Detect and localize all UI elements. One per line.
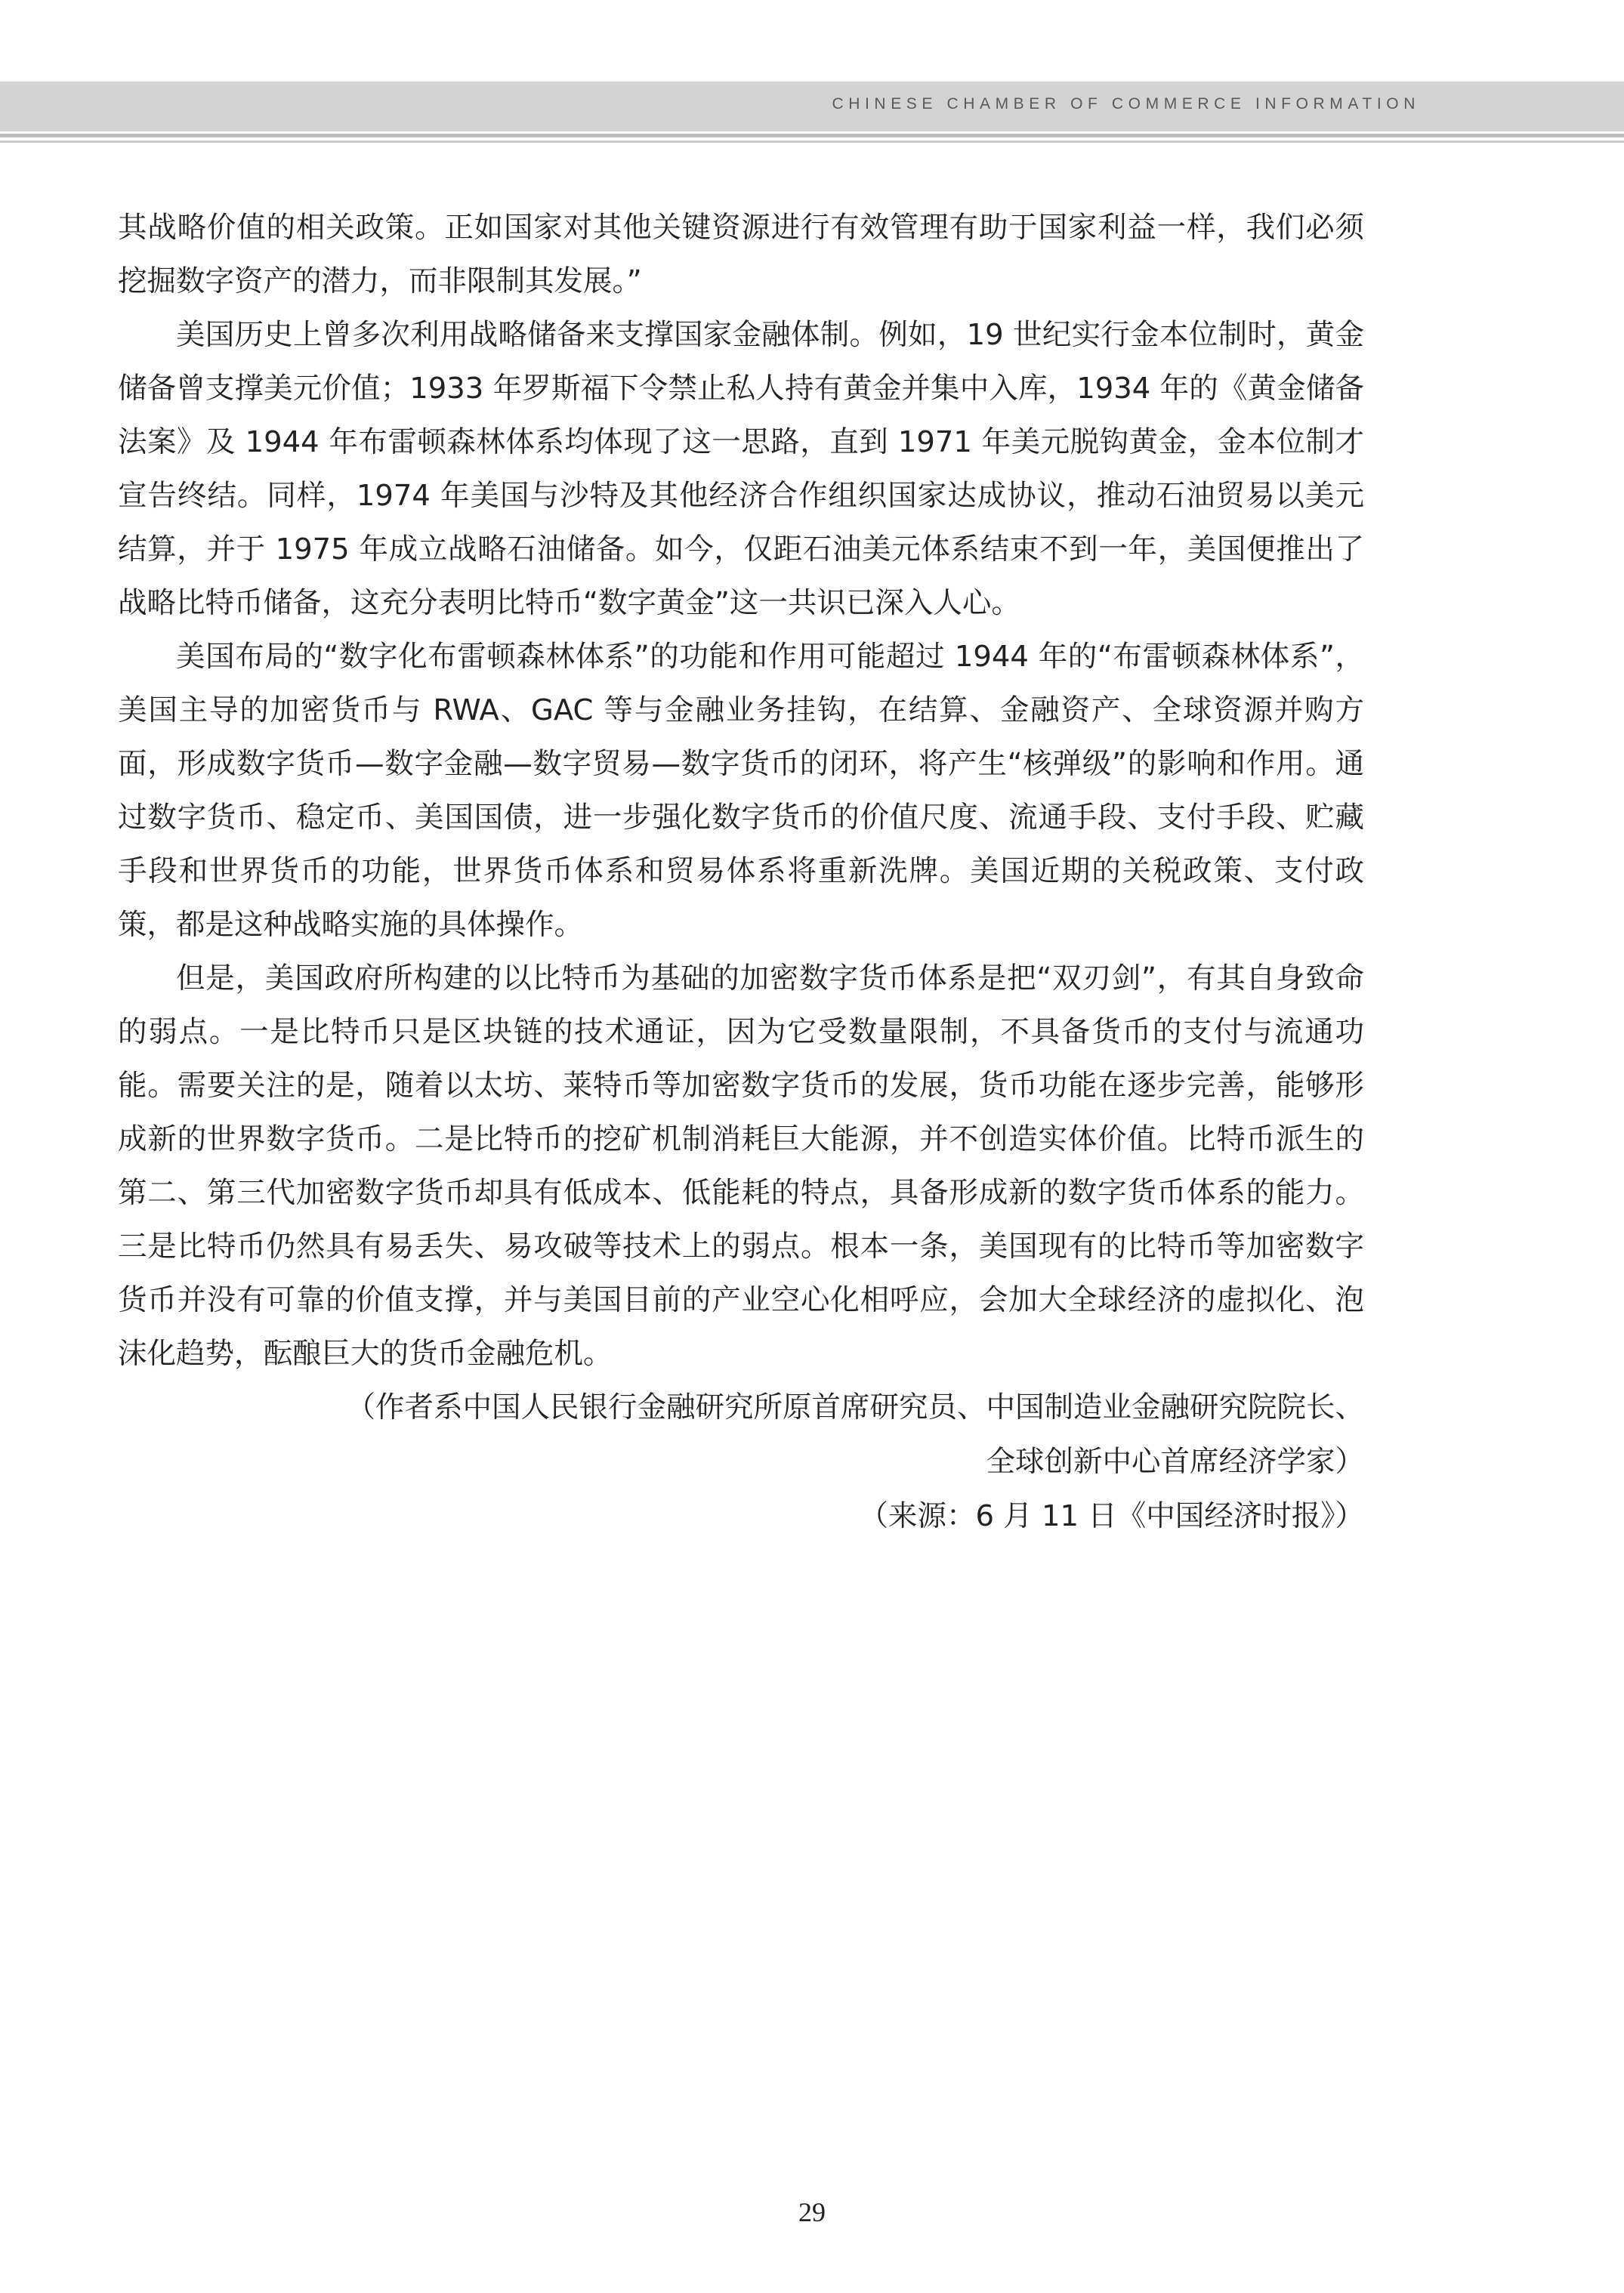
publication-name: CHINESE CHAMBER OF COMMERCE INFORMATION (832, 95, 1420, 113)
paragraph-double-edged-sword: 但是，美国政府所构建的以比特币为基础的加密数字货币体系是把“双刃剑”，有其自身致命的弱点。一是比特币只是区块链的技术通证，因为它受数量限制，不具备货币的支付与流通功能。需要关注的是，随着以太坊、莱特币等加密数字货币的发展，货币功能在逐步完善，能够形成新的世界数字货币。二是比特币的挖矿机制消耗巨大能源，并不创造实体价值。比特币派生的第二、第三代加密数字货币却具有低成本、低能耗的特点，具备形成新的数字货币体系的能力。三是比特币仍然具有易丢失、易攻破等技术上的弱点。根本一条，美国现有的比特币等加密数字货币并没有可靠的价值支撑，并与美国目前的产业空心化相呼应，会加大全球经济的虚拟化、泡沫化趋势，酝酿巨大的货币金融危机。 (118, 961, 1364, 1371)
header-rule-thin (0, 140, 1624, 143)
author-note-line-2: 全球创新中心首席经济学家） (986, 1445, 1364, 1479)
source-note: （来源：6 月 11 日《中国经济时报》） (859, 1499, 1364, 1533)
paragraph-digital-bretton-woods: 美国布局的“数字化布雷顿森林体系”的功能和作用可能超过 1944 年的“布雷顿森林体系”，美国主导的加密货币与 RWA、GAC 等与金融业务挂钩，在结算、金融资产、全球资源并购方面，形成数字货币—数字金融—数字贸易—数字货币的闭环，将产生“核弹级”的影响和作用。通过数字货币、稳定币、美国国债，进一步强化数字货币的价值尺度、流通手段、支付手段、贮藏手段和世界货币的功能，世界货币体系和贸易体系将重新洗牌。美国近期的关税政策、支付政策，都是这种战略实施的具体操作。 (118, 640, 1364, 942)
page-number: 29 (798, 2197, 826, 2227)
header-rule (0, 134, 1624, 137)
paragraph-strategic-reserve-history: 美国历史上曾多次利用战略储备来支撑国家金融体制。例如，19 世纪实行金本位制时，黄金储备曾支撑美元价值；1933 年罗斯福下令禁止私人持有黄金并集中入库，1934 年的《黄金储备法案》及 1944 年布雷顿森林体系均体现了这一思路，直到 1971 年美元脱钩黄金，金本位制才宣告终结。同样，1974 年美国与沙特及其他经济合作组织国家达成协议，推动石油贸易以美元结算，并于 1975 年成立战略石油储备。如今，仅距石油美元体系结束不到一年，美国便推出了战略比特币储备，这充分表明比特币“数字黄金”这一共识已深入人心。 (118, 318, 1364, 620)
article-body (118, 201, 1364, 1544)
paragraph-continued: 其战略价值的相关政策。正如国家对其他关键资源进行有效管理有助于国家利益一样，我们必须挖掘数字资产的潜力，而非限制其发展。” (118, 211, 1364, 298)
author-note-line-1: （作者系中国人民银行金融研究所原首席研究员、中国制造业金融研究院院长、 (346, 1390, 1364, 1424)
